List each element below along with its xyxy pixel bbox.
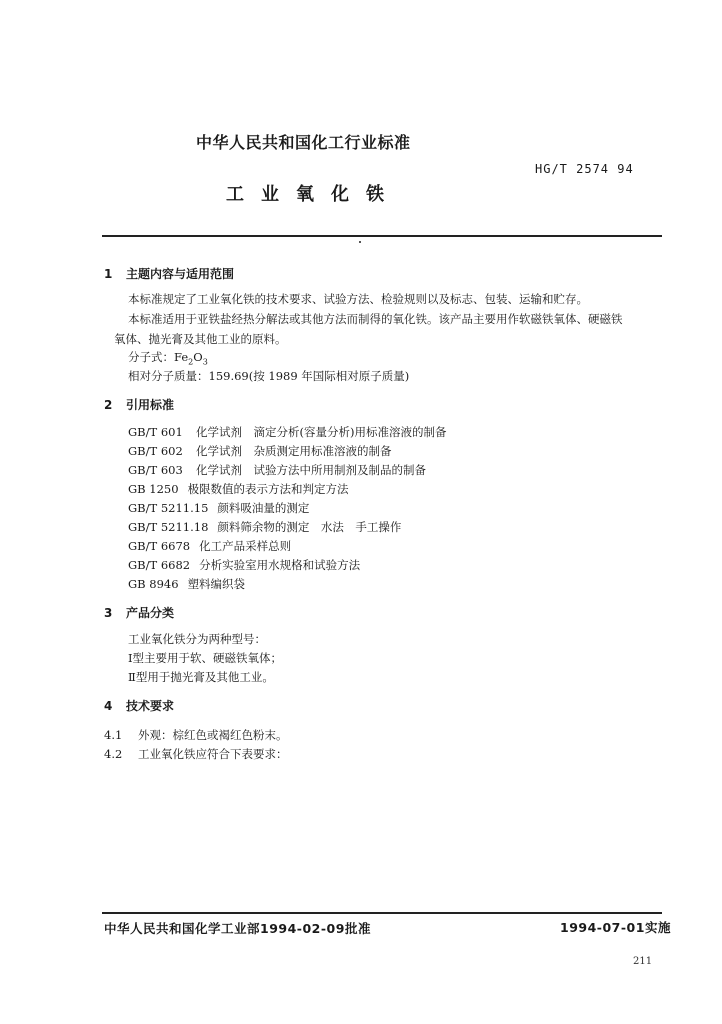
product-classification-intro: 工业氧化铁分为两种型号： [128, 632, 266, 646]
clause-4-2 [104, 746, 288, 762]
section-1-heading [104, 265, 234, 282]
scan-speck [359, 241, 361, 243]
reference-item [128, 424, 446, 440]
reference-title: 化学试剂 滴定分析(容量分析)用标准溶液的制备 [196, 425, 447, 439]
section-number: 2 [104, 398, 113, 412]
implementation-date: 1994-07-01实施 [560, 920, 671, 935]
reference-code: GB 1250 [128, 482, 179, 496]
reference-item [128, 443, 392, 459]
reference-code: GB/T 5211.15 [128, 501, 209, 515]
section-number: 3 [104, 606, 113, 620]
page-number: 211 [633, 956, 653, 967]
reference-item [128, 576, 245, 592]
formula-o-subscript: 3 [202, 357, 208, 367]
product-type-1: Ⅰ型主要用于软、硬磁铁氧体； [128, 651, 283, 665]
clause-text: 外观：棕红色或褐红色粉末。 [138, 728, 288, 742]
reference-code: GB/T 6682 [128, 558, 191, 572]
standard-code: HG/T 2574 94 [535, 162, 634, 176]
document-title: 工业氧化铁 [226, 184, 401, 205]
reference-title: 化工产品采样总则 [199, 539, 292, 553]
relative-molecular-mass: 相对分子质量：159.69(按 1989 年国际相对原子质量) [128, 369, 410, 383]
formula-label: 分子式： [128, 350, 174, 364]
reference-title: 颜料筛余物的测定 水法 手工操作 [217, 520, 402, 534]
section-number: 4 [104, 699, 113, 713]
approval-statement: 中华人民共和国化学工业部1994-02-09批准 [104, 921, 371, 936]
reference-title: 颜料吸油量的测定 [217, 501, 310, 515]
section-1-paragraph-2-line-2: 氧体、抛光膏及其他工业的原料。 [114, 332, 287, 346]
clause-4-1 [104, 727, 288, 743]
header-divider [102, 235, 662, 237]
section-1-paragraph-2-line-1: 本标准适用于亚铁盐经热分解法或其他方法而制得的氧化铁。该产品主要用作软磁铁氧体、硬磁铁 [128, 312, 623, 326]
reference-item [128, 500, 309, 516]
reference-item [128, 538, 291, 554]
reference-title: 塑料编织袋 [187, 577, 246, 591]
section-1-paragraph-1: 本标准规定了工业氧化铁的技术要求、试验方法、检验规则以及标志、包装、运输和贮存。 [128, 292, 588, 306]
reference-code: GB/T 5211.18 [128, 520, 209, 534]
footer-divider [102, 912, 662, 914]
clause-number: 4.1 [104, 728, 123, 742]
product-type-2: Ⅱ型用于抛光膏及其他工业。 [128, 670, 274, 684]
section-3-heading [104, 604, 174, 621]
section-title: 技术要求 [126, 699, 175, 713]
reference-title: 化学试剂 试验方法中所用制剂及制品的制备 [196, 463, 426, 477]
section-2-heading [104, 396, 174, 413]
section-number: 1 [104, 267, 113, 281]
reference-item [128, 519, 401, 535]
reference-title: 分析实验室用水规格和试验方法 [199, 558, 361, 572]
clause-text: 工业氧化铁应符合下表要求： [138, 747, 288, 761]
reference-code: GB/T 6678 [128, 539, 191, 553]
section-title: 引用标准 [126, 398, 175, 412]
clause-number: 4.2 [104, 747, 123, 761]
reference-item [128, 481, 349, 497]
reference-code: GB 8946 [128, 577, 179, 591]
reference-item [128, 557, 360, 573]
formula-fe-subscript: 2 [188, 357, 194, 367]
formula-fe: Fe [174, 350, 189, 364]
section-title: 主题内容与适用范围 [126, 267, 235, 281]
section-title: 产品分类 [126, 606, 175, 620]
reference-title: 极限数值的表示方法和判定方法 [187, 482, 349, 496]
issuing-authority-title: 中华人民共和国化工行业标准 [196, 133, 411, 152]
formula-o: O [193, 350, 203, 364]
section-4-heading [104, 697, 174, 714]
reference-code: GB/T 603 [128, 463, 183, 477]
reference-item [128, 462, 426, 478]
reference-title: 化学试剂 杂质测定用标准溶液的制备 [196, 444, 392, 458]
reference-code: GB/T 602 [128, 444, 183, 458]
molecular-formula [128, 349, 208, 366]
reference-code: GB/T 601 [128, 425, 183, 439]
